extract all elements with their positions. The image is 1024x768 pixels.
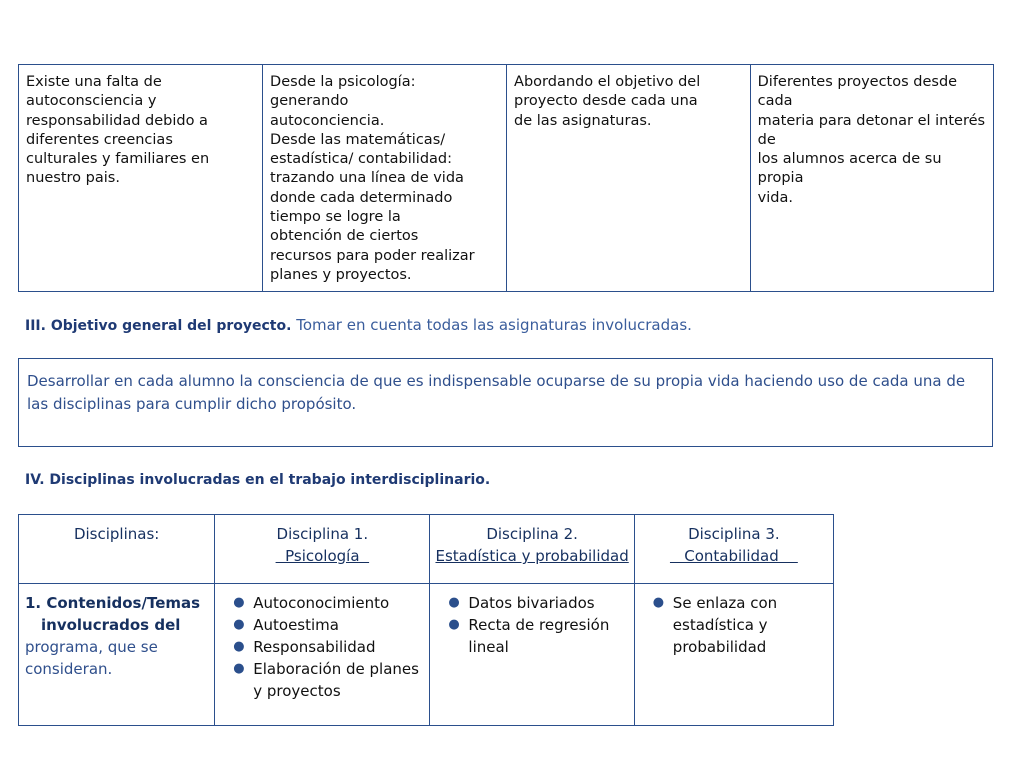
header-disciplina-1-title: Disciplina 1. [276, 525, 369, 543]
text-line: culturales y familiares en [26, 151, 210, 168]
section-3-label: III. Objetivo general del proyecto. [25, 318, 292, 334]
text-line: planes y proyectos. [270, 266, 412, 283]
row-head-line: programa, que se [25, 638, 158, 656]
bullet-icon: ● [652, 595, 665, 610]
list-item [436, 592, 627, 614]
list-item [221, 636, 423, 658]
row-head-contenidos [19, 584, 215, 726]
bullet-icon: ● [448, 617, 460, 632]
text-line: Abordando el objetivo del [514, 74, 701, 90]
header-disciplina-2-title: Disciplina 2. [486, 525, 578, 543]
context-cell-objective [507, 65, 751, 292]
general-objective-text: Desarrollar en cada alumno la consciencia de que es indispensable ocuparse de su propia vida haciendo uso de cada una de las disciplinas para cumplir dicho propósito. [27, 372, 966, 413]
text-line: Existe una falta de [26, 74, 162, 90]
header-disciplinas [19, 515, 215, 584]
header-disciplina-2-name: Estadística y probabilidad [435, 547, 629, 565]
text-line: proyecto desde cada una [514, 93, 698, 110]
bullet-icon: ● [233, 661, 245, 676]
list-item-text: Elaboración de planes y proyectos [253, 660, 419, 700]
text-line: materia para detonar el interés de [757, 112, 986, 148]
estadistica-topics [430, 584, 634, 726]
context-table [18, 64, 994, 292]
list-item-text: Responsabilidad [253, 638, 376, 656]
section-4-heading [25, 472, 490, 488]
row-head-line: consideran. [25, 660, 113, 678]
text-line: trazando una línea de vida [270, 170, 464, 187]
row-head-line: involucrados del [41, 616, 181, 634]
bullet-icon: ● [233, 595, 245, 610]
section-3-heading [25, 316, 692, 334]
context-cell-problem [19, 65, 263, 292]
disciplines-content-row [19, 584, 834, 726]
list-item [641, 592, 827, 658]
text-line: tiempo se logre la [270, 209, 401, 226]
text-line: autoconsciencia y [26, 93, 157, 110]
text-line: diferentes creencias [26, 131, 173, 148]
section-4-label: IV. Disciplinas involucradas en el trabajo interdisciplinario. [25, 472, 491, 488]
psicologia-topics [215, 584, 430, 726]
contabilidad-topics [634, 584, 833, 726]
text-line: de las asignaturas. [514, 112, 652, 129]
text-line: Desde la psicología: [270, 74, 416, 90]
list-item-text: Autoestima [253, 616, 339, 634]
row-head-line: 1. Contenidos/Temas [25, 594, 201, 612]
header-disciplina-3-title: Disciplina 3. [688, 525, 780, 543]
list-item-text: Autoconocimiento [253, 594, 390, 612]
psicologia-topic-list [221, 592, 423, 702]
text-line: obtención de ciertos [270, 228, 419, 245]
text-line: responsabilidad debido a [26, 112, 208, 129]
bullet-icon: ● [233, 617, 245, 632]
list-item [221, 592, 423, 614]
list-item [221, 658, 423, 702]
list-item-text: Se enlaza con estadística y probabilidad [672, 594, 778, 656]
header-disciplina-1 [215, 515, 430, 584]
text-line: recursos para poder realizar [270, 247, 475, 264]
section-3-text: Tomar en cuenta todas las asignaturas involucradas. [291, 316, 692, 334]
text-line: Diferentes proyectos desde cada [757, 74, 958, 110]
header-disciplinas-text: Disciplinas: [73, 525, 160, 543]
text-line: estadística/ contabilidad: [270, 151, 453, 168]
disciplines-table [18, 514, 834, 726]
text-line: nuestro pais. [26, 170, 120, 187]
context-cell-approach [263, 65, 507, 292]
contabilidad-topic-list [641, 592, 827, 658]
list-item [221, 614, 423, 636]
disciplines-header-row [19, 515, 834, 584]
context-cell-projects [750, 65, 993, 292]
text-line: donde cada determinado [270, 189, 453, 206]
estadistica-topic-list [436, 592, 627, 658]
text-line: autoconciencia. [270, 112, 385, 129]
bullet-icon: ● [448, 595, 460, 610]
text-line: los alumnos acerca de su propia [757, 151, 942, 187]
list-item-text: Datos bivariados [468, 594, 595, 612]
header-disciplina-3 [634, 515, 833, 584]
header-disciplina-1-name: Psicología [275, 547, 370, 565]
header-disciplina-2 [430, 515, 634, 584]
text-line: vida. [757, 189, 793, 206]
text-line: generando [270, 93, 349, 110]
bullet-icon: ● [233, 639, 245, 654]
general-objective-box [18, 358, 993, 447]
list-item [436, 614, 627, 658]
text-line: Desde las matemáticas/ [270, 131, 446, 148]
list-item-text: Recta de regresión lineal [468, 616, 610, 656]
header-disciplina-3-name: Contabilidad [669, 547, 798, 565]
